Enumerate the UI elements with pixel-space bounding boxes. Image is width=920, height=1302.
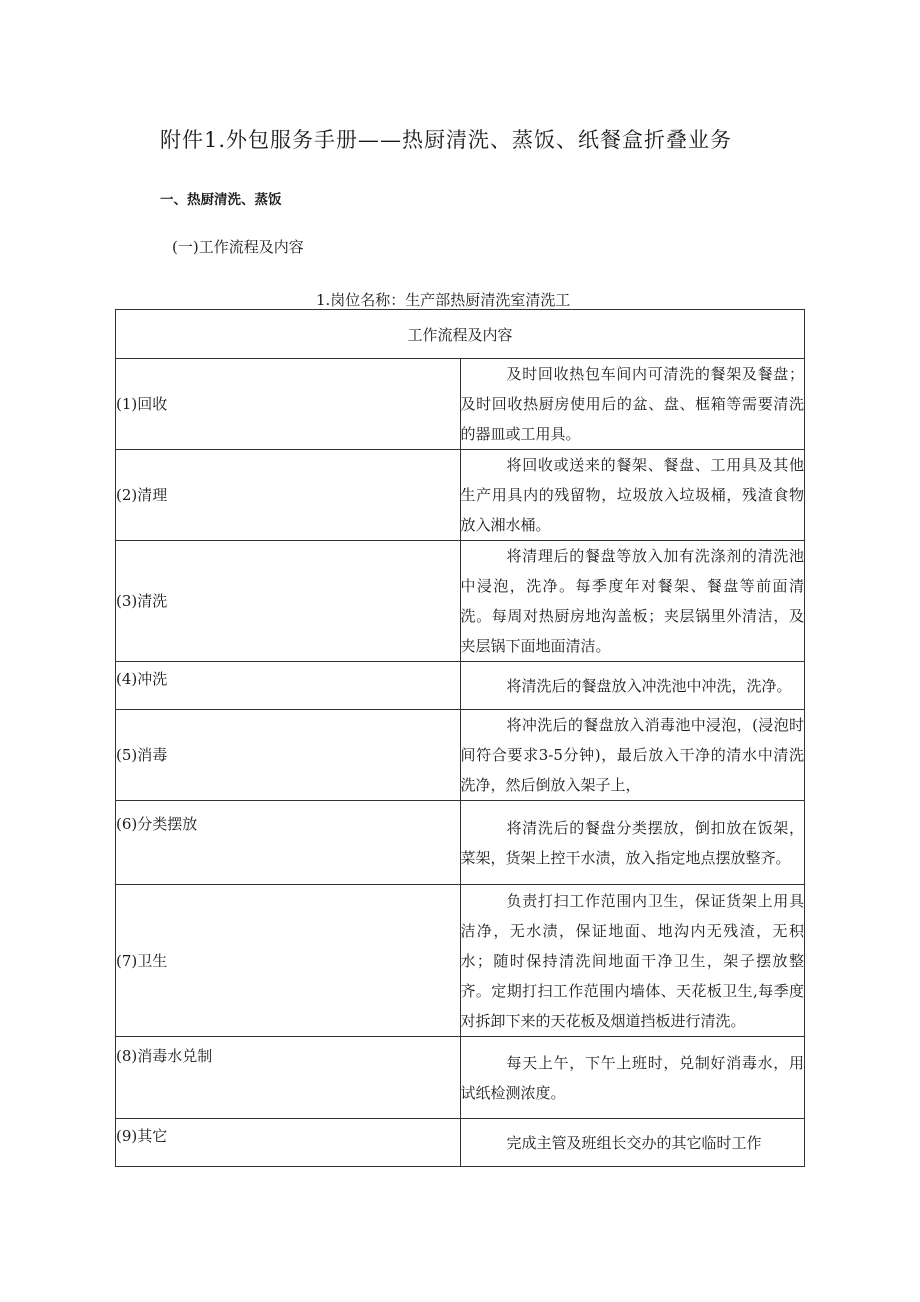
row-label: (4)冲洗 <box>116 662 461 710</box>
row-label: (1)回收 <box>116 359 461 450</box>
workflow-table <box>115 309 805 1167</box>
row-content <box>460 1037 805 1119</box>
row-label: (2)清理 <box>116 450 461 541</box>
table-row <box>116 885 805 1037</box>
row-content <box>460 710 805 801</box>
section-heading: 一、热厨清洗、蒸饭 <box>160 192 282 208</box>
table-row <box>116 1037 805 1119</box>
row-content-text: 完成主管及班组长交办的其它临时工作 <box>506 1133 762 1152</box>
row-content-text: 将回收或送来的餐架、餐盘、工用具及其他生产用具内的残留物，垃圾放入垃圾桶，残渣食物放入湘水桶。 <box>460 456 804 534</box>
table-row <box>116 710 805 801</box>
row-label: (6)分类摆放 <box>116 801 461 885</box>
row-label: (3)清洗 <box>116 541 461 662</box>
table-row <box>116 359 805 450</box>
row-label: (7)卫生 <box>116 885 461 1037</box>
sub-heading: (一)工作流程及内容 <box>172 238 304 256</box>
table-row <box>116 662 805 710</box>
row-content <box>460 801 805 885</box>
row-label: (8)消毒水兑制 <box>116 1037 461 1119</box>
row-content <box>460 359 805 450</box>
table-row <box>116 801 805 885</box>
row-content-text: 每天上午，下午上班时，兑制好消毒水，用试纸检测浓度。 <box>460 1053 804 1102</box>
row-label: (9)其它 <box>116 1119 461 1167</box>
row-content <box>460 541 805 662</box>
row-content-text: 将冲洗后的餐盘放入消毒池中浸泡，(浸泡时间符合要求3-5分钟)，最后放入干净的清水中清洗洗净，然后倒放入架子上， <box>460 716 804 794</box>
table-header-row <box>116 310 805 359</box>
row-content <box>460 662 805 710</box>
document-title: 附件1.外包服务手册——热厨清洗、蒸饭、纸餐盒折叠业务 <box>160 128 733 152</box>
row-content <box>460 1119 805 1167</box>
row-content-text: 将清洗后的餐盘放入冲洗池中冲洗，洗净。 <box>506 676 792 695</box>
row-content-text: 将清洗后的餐盘分类摆放，倒扣放在饭架，菜架，货架上控干水渍，放入指定地点摆放整齐。 <box>460 818 804 867</box>
row-content-text: 及时回收热包车间内可清洗的餐架及餐盘；及时回收热厨房使用后的盆、盘、框箱等需要清洗的器皿或工用具。 <box>460 365 804 443</box>
row-content <box>460 885 805 1037</box>
row-content-text: 将清理后的餐盘等放入加有洗涤剂的清洗池中浸泡，洗净。每季度年对餐架、餐盘等前面清洗。每周对热厨房地沟盖板；夹层锅里外清洁，及夹层锅下面地面清洁。 <box>460 547 804 655</box>
row-label: (5)消毒 <box>116 710 461 801</box>
table-row <box>116 1119 805 1167</box>
table-header: 工作流程及内容 <box>116 310 805 359</box>
table-row <box>116 450 805 541</box>
row-content-text: 负责打扫工作范围内卫生，保证货架上用具洁净，无水渍，保证地面、地沟内无残渣，无积水；随时保持清洗间地面干净卫生，架子摆放整齐。定期打扫工作范围内墙体、天花板卫生,每季度对拆卸下来的天花板及烟道挡板进行清洗。 <box>460 891 804 1030</box>
table-row <box>116 541 805 662</box>
table-caption: 1.岗位名称：生产部热厨清洗室清洗工 <box>316 291 571 309</box>
row-content <box>460 450 805 541</box>
